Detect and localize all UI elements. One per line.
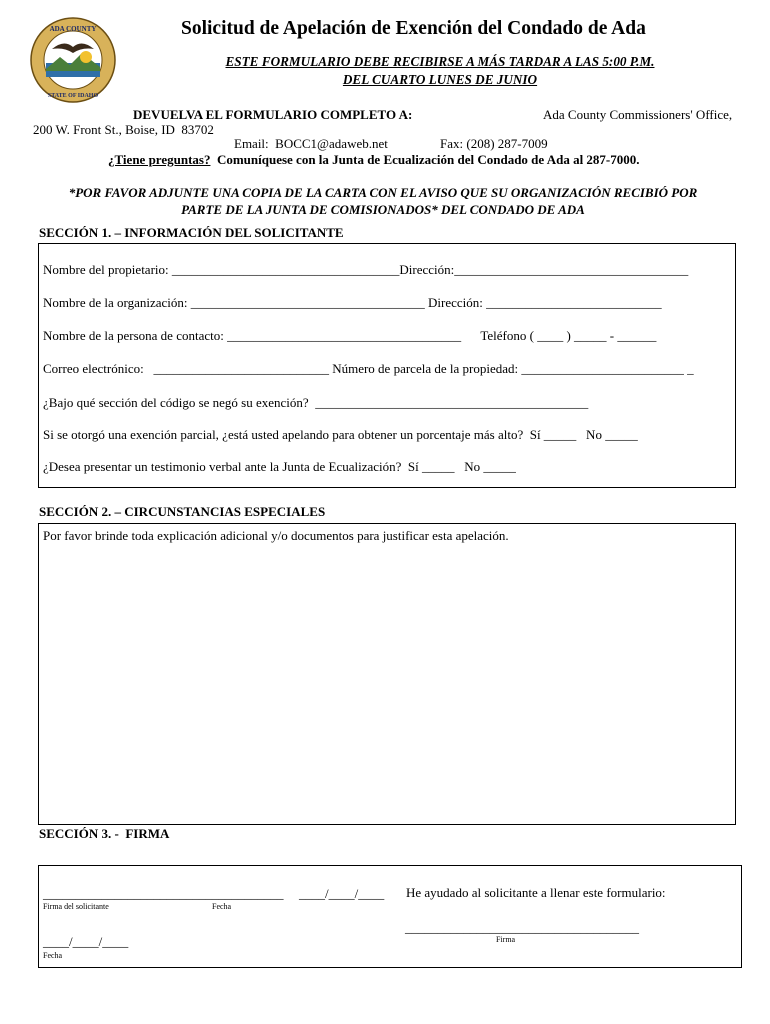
explanation-prompt: Por favor brinde toda explicación adicional y/o documentos para justificar esta apelación. (43, 528, 509, 543)
svg-text:STATE OF IDAHO: STATE OF IDAHO (47, 93, 99, 99)
explanation-box[interactable] (38, 523, 736, 825)
form-title: Solicitud de Apelación de Exención del Condado de Ada (181, 18, 646, 39)
code-section-field[interactable]: ¿Bajo qué sección del código se negó su exención? __________________________________________ (43, 395, 589, 410)
preparer-signature-label: Firma (496, 935, 516, 944)
section2-heading: SECCIÓN 2. – CIRCUNSTANCIAS ESPECIALES (39, 504, 326, 519)
return-office: Ada County Commissioners' Office, (543, 107, 733, 122)
return-address: 200 W. Front St., Boise, ID 83702 (33, 122, 214, 137)
assisted-statement: He ayudado al solicitante a llenar este formulario: (406, 885, 666, 900)
contact-email: Email: BOCC1@adaweb.net (234, 136, 388, 151)
questions-line (108, 152, 640, 168)
organization-name-field[interactable]: Nombre de la organización: ____________________________________ Dirección: ___________________________ (43, 295, 662, 310)
second-date-label: Fecha (43, 951, 63, 960)
section1-heading: SECCIÓN 1. – INFORMACIÓN DEL SOLICITANTE (39, 225, 344, 240)
email-parcel-field[interactable]: Correo electrónico: ___________________________ Número de parcela de la propiedad: _________________________ _ (43, 361, 694, 376)
preparer-signature-line[interactable]: ____________________________________ (405, 920, 639, 935)
svg-text:ADA COUNTY: ADA COUNTY (49, 25, 97, 33)
ada-county-seal (30, 17, 116, 103)
owner-name-field[interactable]: Nombre del propietario: ___________________________________Dirección:____________________________________ (43, 262, 689, 277)
return-label: DEVUELVA EL FORMULARIO COMPLETO A: (133, 107, 413, 122)
signature-date-label: Fecha (212, 902, 232, 911)
questions-text: Comuníquese con la Junta de Ecualización del Condado de Ada al 287-7000. (210, 152, 640, 167)
section3-heading: SECCIÓN 3. - FIRMA (39, 826, 170, 841)
contact-fax: Fax: (208) 287-7009 (440, 136, 548, 151)
partial-exemption-field[interactable]: Si se otorgó una exención parcial, ¿está usted apelando para obtener un porcentaje más alto? Sí _____ No _____ (43, 427, 638, 442)
attach-notice-line-1: *POR FAVOR ADJUNTE UNA COPIA DE LA CARTA CON EL AVISO QUE SU ORGANIZACIÓN RECIBIÓ POR (68, 185, 698, 200)
verbal-testimony-field[interactable]: ¿Desea presentar un testimonio verbal ante la Junta de Ecualización? Sí _____ No _____ (43, 459, 516, 474)
signature-box (38, 865, 742, 968)
deadline-line-1: ESTE FORMULARIO DEBE RECIBIRSE A MÁS TARDAR A LAS 5:00 P.M. (225, 54, 655, 69)
applicant-signature-label: Firma del solicitante (43, 902, 109, 911)
applicant-signature-line[interactable]: _____________________________________ (43, 886, 284, 901)
contact-person-field[interactable]: Nombre de la persona de contacto: ____________________________________ Teléfono ( ____ ) _____ - ______ (43, 328, 657, 343)
questions-label: ¿Tiene preguntas? (108, 152, 211, 167)
signature-date-line[interactable]: ____/____/____ (299, 886, 385, 901)
deadline-line-2: DEL CUARTO LUNES DE JUNIO (342, 72, 538, 87)
attach-notice-line-2: PARTE DE LA JUNTA DE COMISIONADOS* DEL CONDADO DE ADA (181, 202, 585, 217)
second-date-line[interactable]: ____/____/____ (43, 934, 129, 949)
